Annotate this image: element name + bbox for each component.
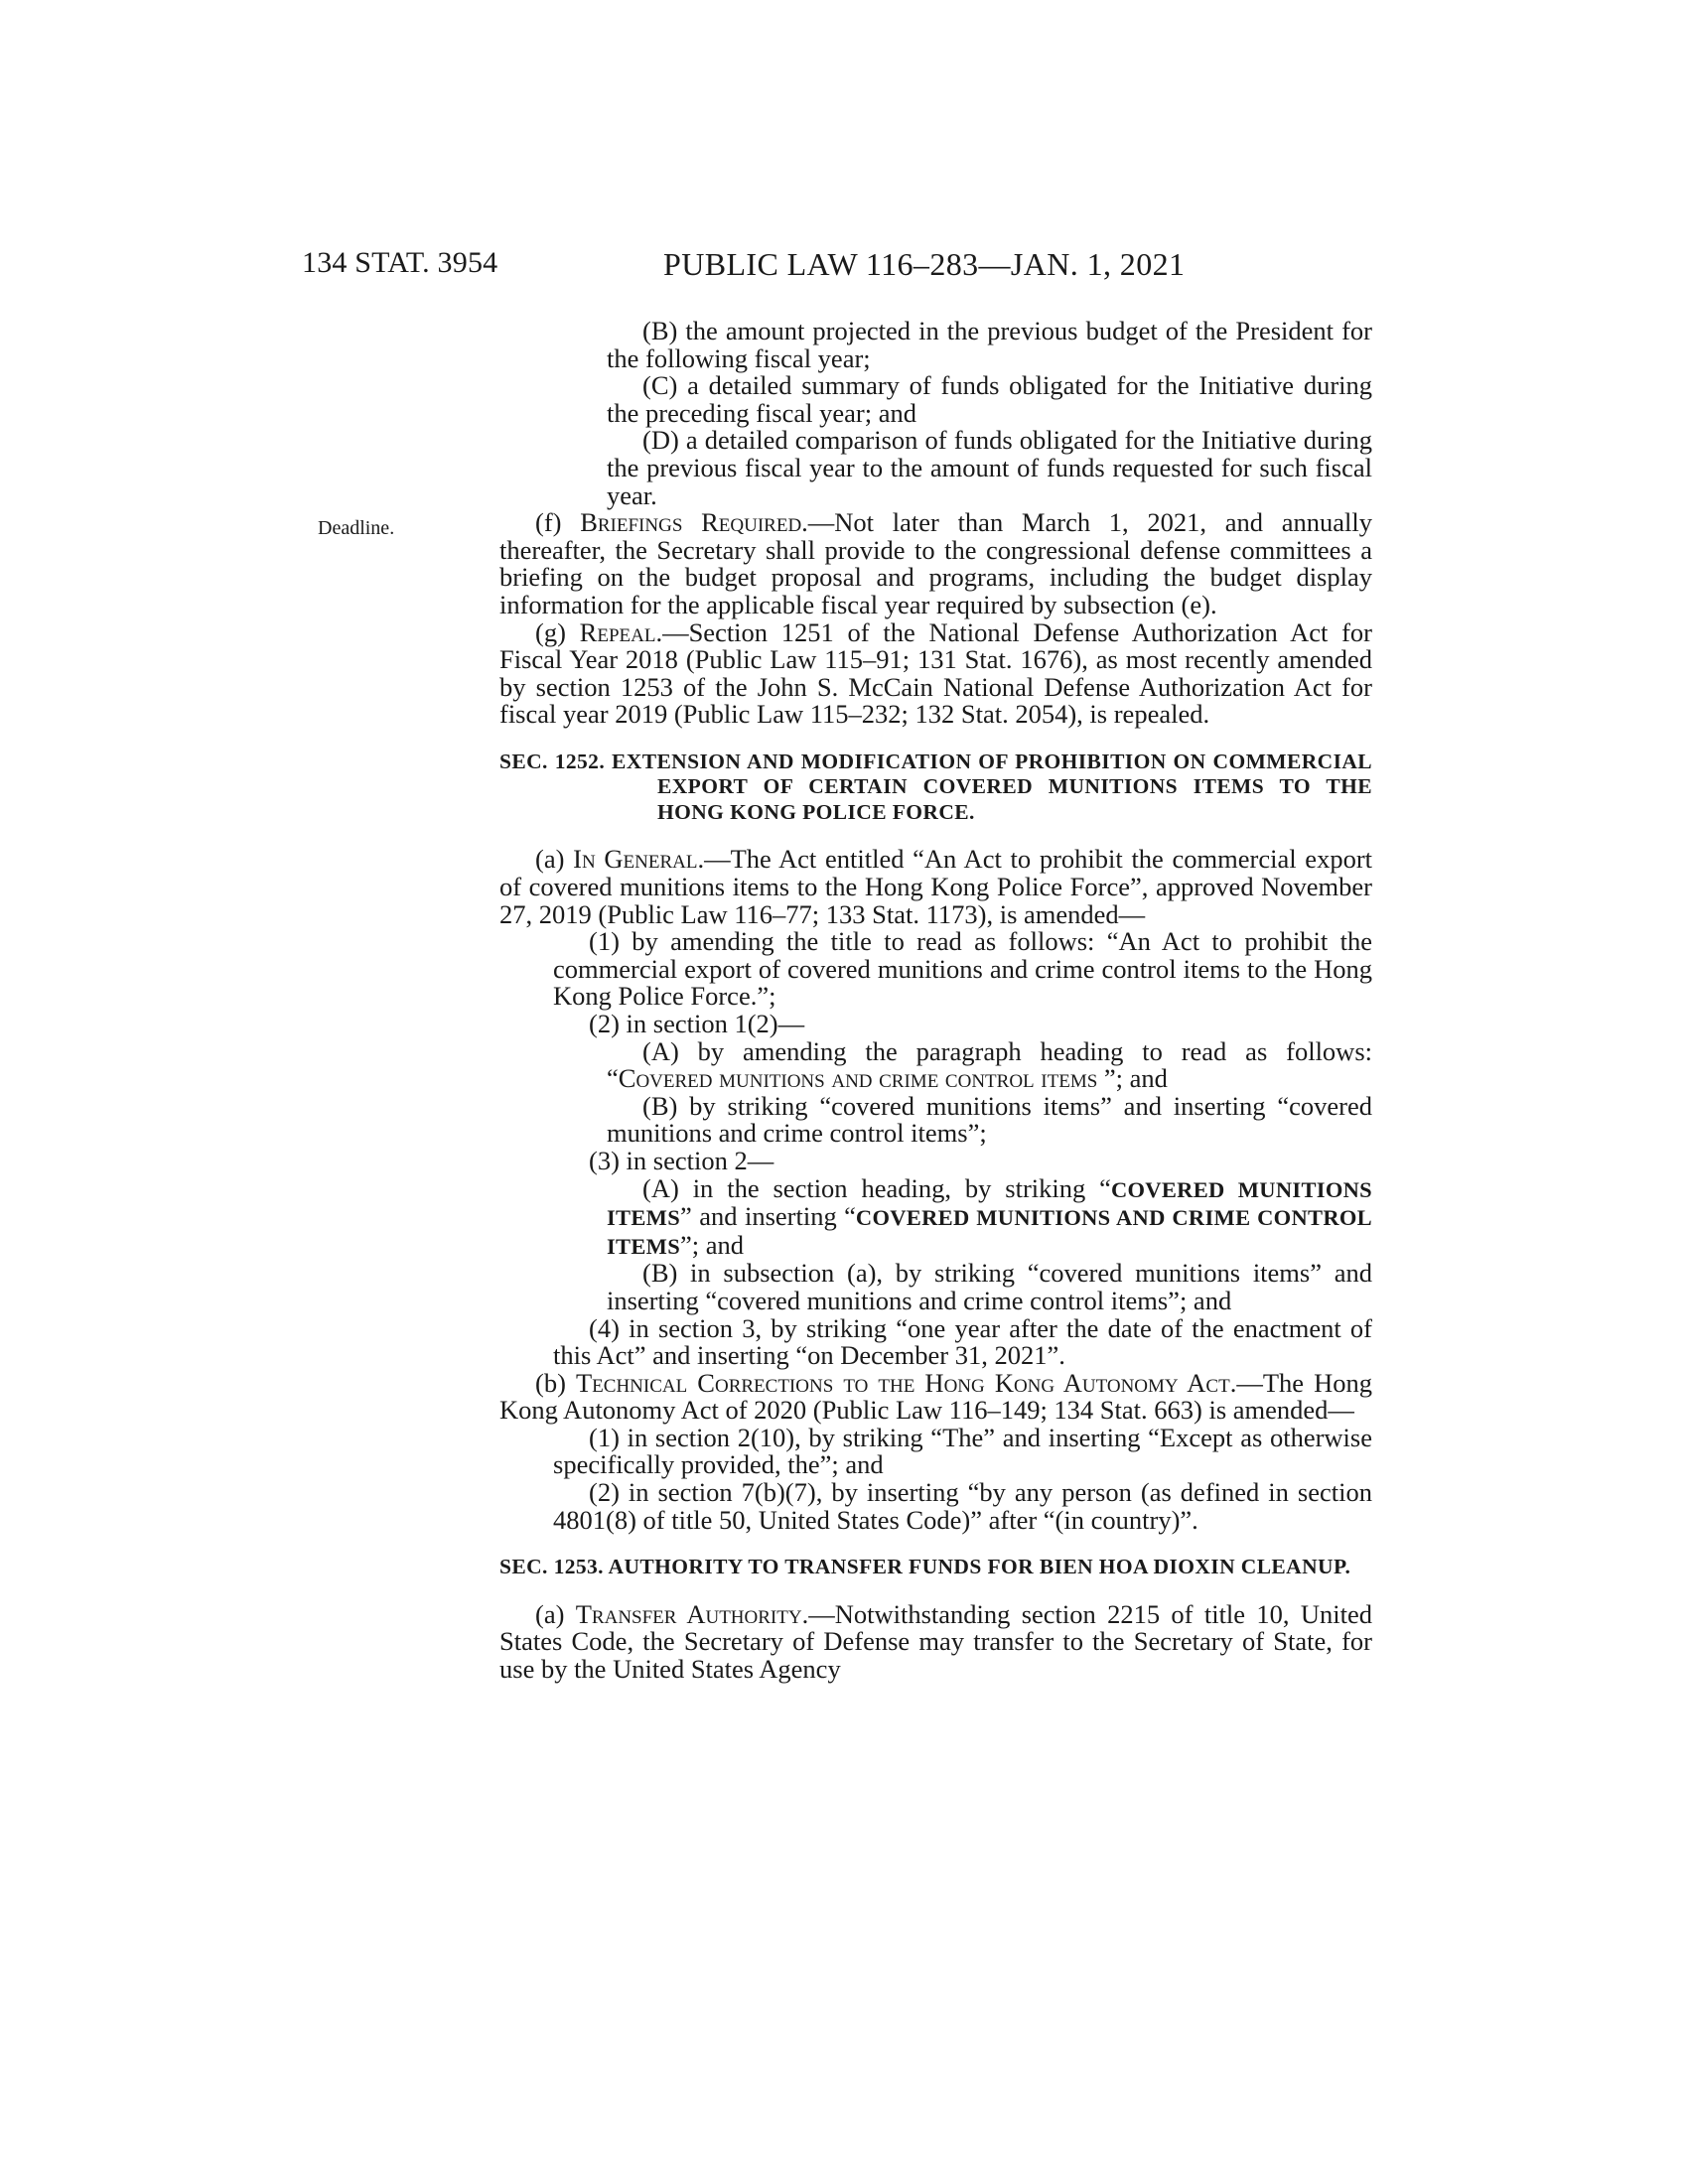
sec1252-b-text: .—The Hong Kong Autonomy Act of 2020 (Public Law 116–149; 134 Stat. 663) is amended—	[499, 1367, 1372, 1426]
margin-note-deadline: Deadline.	[318, 517, 395, 539]
sec1252-a-text: .—The Act entitled “An Act to prohibit the commercial export of covered munitions items to the Hong Kong Police Force”, approved November 27, 2019 (Public Law 116–77; 133 Stat. 1173), is amended—	[499, 844, 1372, 929]
sec1252-paragraph-3: (3) in section 2—	[589, 1145, 774, 1175]
subsection-g-label: (g)	[535, 616, 580, 647]
sec1252-2A-post: ”; and	[1097, 1063, 1168, 1094]
clause-c-continued: (C) a detailed summary of funds obligated for the Initiative during the preceding fiscal year; and	[607, 370, 1372, 428]
clause-b-continued: (B) the amount projected in the previous budget of the President for the following fiscal year;	[607, 316, 1372, 373]
section-1252-heading: SEC. 1252. EXTENSION AND MODIFICATION OF PROHIBITION ON COMMERCIAL EXPORT OF CERTAIN COVERED MUNITIONS ITEMS TO THE HONG KONG POLICE FORCE.	[499, 749, 1372, 824]
page-stat-number: 134 STAT. 3954	[302, 246, 498, 279]
sec1253-a-heading: Transfer Authority	[575, 1598, 802, 1629]
sec1252-paragraph-2-B: (B) by striking “covered munitions items” and inserting “covered munitions and crime control items”;	[607, 1090, 1372, 1149]
clause-d-continued: (D) a detailed comparison of funds obligated for the Initiative during the previous fiscal year to the amount of funds requested for such fiscal year.	[607, 425, 1372, 510]
sec1252-3A-struck-heading: COVERED MUNITIONS ITEMS	[607, 1176, 1372, 1231]
subsection-g-repeal	[499, 616, 1372, 730]
sec1252-a-heading: In General	[573, 844, 698, 875]
sec1252-subsection-b	[499, 1367, 1372, 1426]
sec1252-3A-new-heading: COVERED MUNITIONS AND CRIME CONTROL ITEMS	[607, 1205, 1372, 1259]
subsection-g-text: .—Section 1251 of the National Defense Authorization Act for Fiscal Year 2018 (Public Law 115–91; 131 Stat. 1676), as most recently amended by section 1253 of the John S. McCain National Defense Authorization Act for fiscal year 2019 (Public Law 115–232; 132 Stat. 2054), is repealed.	[499, 616, 1372, 730]
sec1252-paragraph-1: (1) by amending the title to read as follows: “An Act to prohibit the commercial export of covered munitions and crime control items to the Hong Kong Police Force.”;	[553, 926, 1372, 1012]
sec1252-a-label: (a)	[535, 844, 574, 875]
sec1252-paragraph-3-B: (B) in subsection (a), by striking “covered munitions items” and inserting “covered munitions and crime control items”; and	[607, 1258, 1372, 1315]
sec1252-paragraph-4: (4) in section 3, by striking “one year after the date of the enactment of this Act” and inserting “on December 31, 2021”.	[553, 1312, 1372, 1371]
subsection-f-label: (f)	[535, 507, 581, 538]
subsection-f-briefings	[499, 509, 1372, 618]
running-head-law-title: PUBLIC LAW 116–283—JAN. 1, 2021	[663, 246, 1186, 282]
sec1252-b-label: (b)	[535, 1367, 576, 1398]
sec1252-b-paragraph-2: (2) in section 7(b)(7), by inserting “by any person (as defined in section 4801(8) of title 50, United States Code)” after “(in country)”.	[553, 1477, 1372, 1535]
sec1252-b-heading: Technical Corrections to the Hong Kong Autonomy Act	[575, 1367, 1230, 1398]
sec1252-2A-pre: (A) by amending the paragraph heading to read as follows: “	[607, 1035, 1372, 1094]
statute-body	[499, 318, 1372, 1684]
sec1252-b-paragraph-1: (1) in section 2(10), by striking “The” and inserting “Except as otherwise specifically provided, the”; and	[553, 1422, 1372, 1480]
subsection-f-text: .—Not later than March 1, 2021, and annually thereafter, the Secretary shall provide to the congressional defense committees a briefing on the budget proposal and programs, including the budget display information for the applicable fiscal year required by subsection (e).	[499, 507, 1372, 619]
sec1253-a-label: (a)	[535, 1598, 576, 1629]
sec1252-paragraph-2: (2) in section 1(2)—	[589, 1008, 805, 1038]
sec1253-subsection-a	[499, 1598, 1372, 1684]
sec1252-3A-pre: (A) in the section heading, by striking “	[642, 1172, 1111, 1203]
subsection-f-heading: Briefings Required	[580, 507, 802, 538]
section-1253-heading: SEC. 1253. AUTHORITY TO TRANSFER FUNDS FOR BIEN HOA DIOXIN CLEANUP.	[499, 1555, 1351, 1579]
sec1252-subsection-a	[499, 846, 1372, 928]
sec1253-a-text: .—Notwithstanding section 2215 of title 10, United States Code, the Secretary of Defense may transfer to the Secretary of State, for use by the United States Agency	[499, 1598, 1372, 1684]
sec1252-paragraph-2-A	[499, 1035, 1372, 1094]
sec1252-3A-post: ”; and	[680, 1229, 745, 1260]
sec1252-3A-mid: ” and inserting “	[680, 1201, 856, 1232]
sec1252-2A-heading: Covered munitions and crime control items	[618, 1063, 1098, 1094]
sec1252-paragraph-3-A	[499, 1172, 1372, 1261]
subsection-g-heading: Repeal	[579, 616, 656, 647]
